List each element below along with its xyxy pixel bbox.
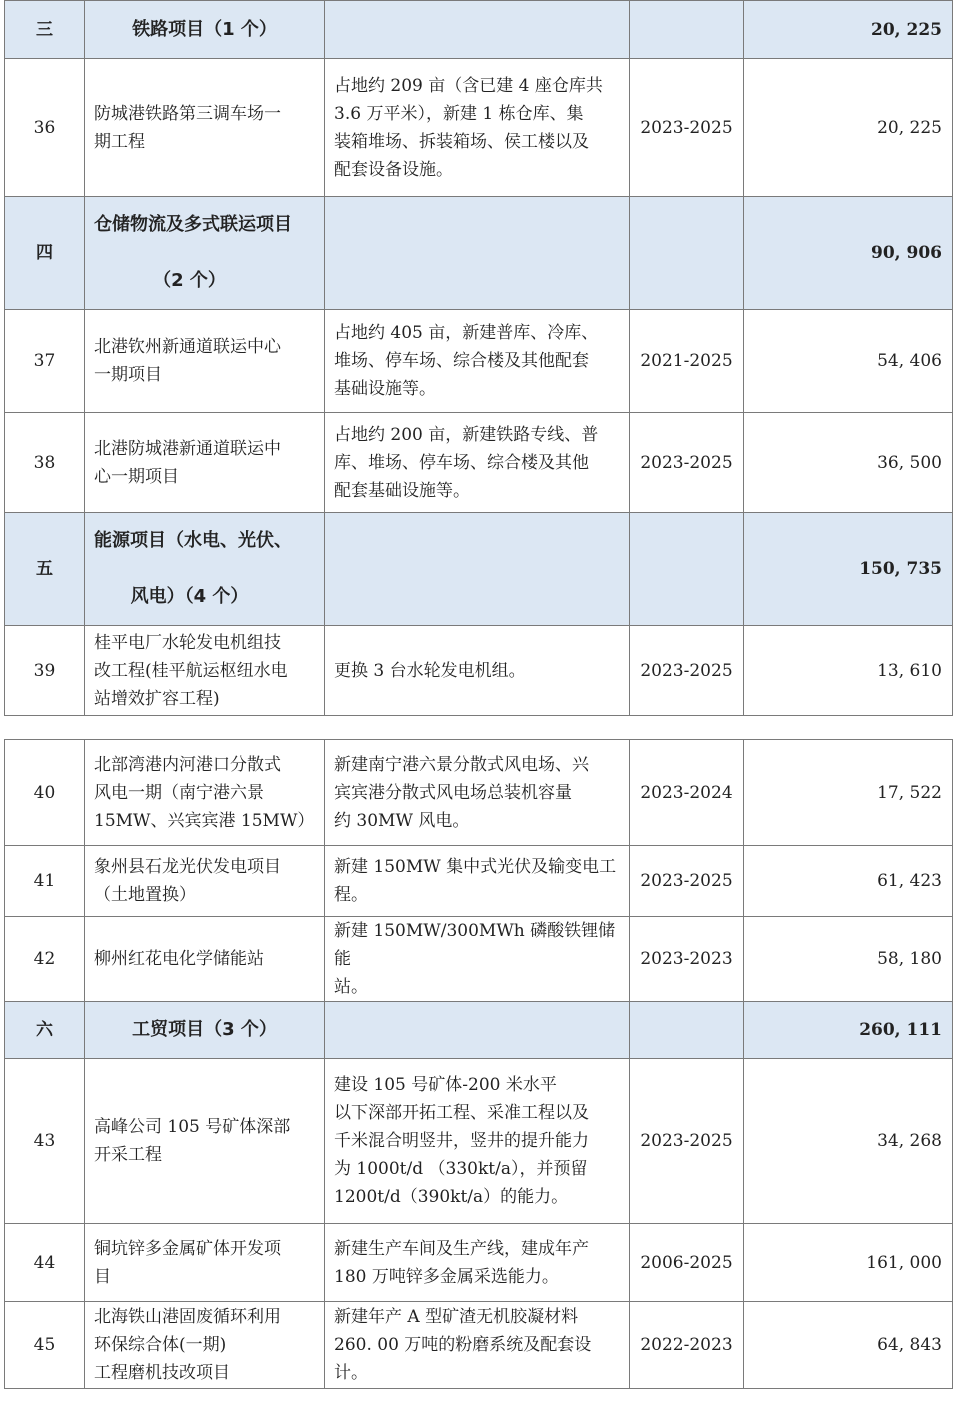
project-name-line: 开采工程	[94, 1145, 162, 1165]
project-name	[85, 917, 325, 1002]
project-name-line: 环保综合体(一期)	[94, 1335, 227, 1355]
table-row	[5, 1302, 953, 1389]
project-years: 2023-2025	[630, 59, 744, 197]
project-description-line: 计。	[334, 1363, 368, 1383]
project-description-line: 基础设施等。	[334, 379, 436, 399]
project-description	[325, 1224, 630, 1302]
row-index: 45	[5, 1302, 85, 1389]
project-name	[85, 413, 325, 513]
category-amount: 150, 735	[744, 513, 953, 626]
category-row	[5, 1002, 953, 1059]
category-name-line: 工贸项目（3 个）	[132, 1019, 277, 1040]
row-index: 43	[5, 1059, 85, 1224]
project-amount: 61, 423	[744, 846, 953, 917]
project-amount: 36, 500	[744, 413, 953, 513]
project-name-line: 北港防城港新通道联运中	[94, 438, 281, 459]
category-name-line: （2 个）	[153, 270, 226, 291]
project-table-top	[4, 0, 953, 716]
project-description	[325, 626, 630, 716]
project-description-line: 新建 150MW/300MWh 磷酸铁锂储能	[334, 921, 616, 969]
table-row	[5, 413, 953, 513]
project-name-line: 北港钦州新通道联运中心	[94, 337, 281, 357]
category-index: 六	[5, 1002, 85, 1059]
project-description	[325, 846, 630, 917]
project-years: 2021-2025	[630, 310, 744, 413]
project-description-line: 装箱堆场、拆装箱场、侯工楼以及	[334, 131, 589, 152]
row-index: 36	[5, 59, 85, 197]
project-years: 2023-2025	[630, 1059, 744, 1224]
project-description-line: 新建生产车间及生产线，建成年产	[334, 1238, 589, 1259]
category-amount: 90, 906	[744, 197, 953, 310]
project-description	[325, 1059, 630, 1224]
project-name-line: 高峰公司 105 号矿体深部	[94, 1117, 291, 1137]
project-amount: 64, 843	[744, 1302, 953, 1389]
project-description-line: 程。	[334, 885, 368, 905]
category-index: 五	[5, 513, 85, 626]
category-name	[85, 1002, 325, 1059]
category-row	[5, 513, 953, 626]
project-amount: 17, 522	[744, 740, 953, 846]
project-description	[325, 59, 630, 197]
row-index: 44	[5, 1224, 85, 1302]
project-description-line: 堆场、停车场、综合楼及其他配套	[334, 351, 589, 371]
empty-cell	[325, 513, 630, 626]
category-name-line: 能源项目（水电、光伏、	[94, 530, 292, 551]
empty-cell	[325, 1002, 630, 1059]
project-name-line: 目	[94, 1266, 111, 1287]
table-row	[5, 917, 953, 1002]
project-description-line: 占地约 200 亩，新建铁路专线、普	[334, 424, 599, 445]
project-description-line: 配套基础设施等。	[334, 480, 470, 501]
project-name-line: 心一期项目	[94, 466, 179, 487]
table-row	[5, 1224, 953, 1302]
project-amount: 58, 180	[744, 917, 953, 1002]
project-description-line: 库、堆场、停车场、综合楼及其他	[334, 452, 589, 473]
category-name	[85, 1, 325, 59]
project-description-line: 新建年产 A 型矿渣无机胶凝材料	[334, 1307, 579, 1327]
project-name	[85, 1302, 325, 1389]
project-description-line: 新建 150MW 集中式光伏及输变电工	[334, 857, 617, 877]
project-name-line: 改工程(桂平航运枢纽水电	[94, 660, 288, 681]
project-description	[325, 413, 630, 513]
project-description-line: 约 30MW 风电。	[334, 810, 470, 831]
project-amount: 20, 225	[744, 59, 953, 197]
project-name-line: 站增效扩容工程)	[94, 688, 220, 709]
project-name-line: 北海铁山港固废循环利用	[94, 1307, 281, 1327]
table-row	[5, 310, 953, 413]
category-row	[5, 197, 953, 310]
project-description-line: 宾宾港分散式风电场总装机容量	[334, 782, 572, 803]
empty-cell	[630, 1, 744, 59]
project-amount: 161, 000	[744, 1224, 953, 1302]
project-years: 2022-2023	[630, 1302, 744, 1389]
project-description-line: 为 1000t/d （330kt/a），并预留	[334, 1159, 588, 1179]
table-row	[5, 846, 953, 917]
empty-cell	[630, 513, 744, 626]
project-amount: 34, 268	[744, 1059, 953, 1224]
row-index: 39	[5, 626, 85, 716]
table-row	[5, 1059, 953, 1224]
category-amount: 20, 225	[744, 1, 953, 59]
project-description-line: 千米混合明竖井，竖井的提升能力	[334, 1131, 589, 1151]
project-description-line: 建设 105 号矿体-200 米水平	[334, 1075, 557, 1095]
project-description-line: 1200t/d（390kt/a）的能力。	[334, 1187, 569, 1207]
project-name-line: （土地置换）	[94, 885, 196, 905]
project-table-bottom	[4, 739, 953, 1389]
project-name-line: 柳州红花电化学储能站	[94, 949, 264, 969]
empty-cell	[325, 1, 630, 59]
row-index: 42	[5, 917, 85, 1002]
row-index: 41	[5, 846, 85, 917]
row-index: 37	[5, 310, 85, 413]
project-description-line: 配套设备设施。	[334, 159, 453, 180]
row-index: 38	[5, 413, 85, 513]
project-name-line: 15MW、兴宾宾港 15MW）	[94, 810, 315, 831]
project-amount: 54, 406	[744, 310, 953, 413]
project-description-line: 3.6 万平米），新建 1 栋仓库、集	[334, 103, 584, 124]
project-description-line: 260. 00 万吨的粉磨系统及配套设	[334, 1335, 592, 1355]
empty-cell	[325, 197, 630, 310]
row-index: 40	[5, 740, 85, 846]
project-name-line: 风电一期（南宁港六景	[94, 782, 264, 803]
project-name-line: 北部湾港内河港口分散式	[94, 754, 281, 775]
category-name-line: 风电）（4 个）	[130, 586, 249, 607]
category-name	[85, 513, 325, 626]
project-years: 2023-2025	[630, 413, 744, 513]
project-description	[325, 1302, 630, 1389]
category-name-line: 铁路项目（1 个）	[132, 18, 277, 40]
project-years: 2023-2025	[630, 626, 744, 716]
project-amount: 13, 610	[744, 626, 953, 716]
project-years: 2006-2025	[630, 1224, 744, 1302]
category-row	[5, 1, 953, 59]
project-name	[85, 1224, 325, 1302]
project-description	[325, 310, 630, 413]
project-description-line: 更换 3 台水轮发电机组。	[334, 660, 526, 681]
table-row	[5, 626, 953, 716]
empty-cell	[630, 1002, 744, 1059]
project-description	[325, 917, 630, 1002]
category-name-line: 仓储物流及多式联运项目	[94, 214, 292, 235]
project-description-line: 占地约 405 亩，新建普库、冷库、	[334, 323, 599, 343]
project-name	[85, 59, 325, 197]
project-name-line: 桂平电厂水轮发电机组技	[94, 632, 281, 653]
project-name	[85, 740, 325, 846]
project-description-line: 新建南宁港六景分散式风电场、兴	[334, 754, 589, 775]
project-description-line: 以下深部开拓工程、采准工程以及	[334, 1103, 589, 1123]
table-row	[5, 740, 953, 846]
project-name-line: 防城港铁路第三调车场一	[94, 103, 281, 124]
project-name-line: 象州县石龙光伏发电项目	[94, 857, 281, 877]
project-name	[85, 310, 325, 413]
category-index: 三	[5, 1, 85, 59]
project-name	[85, 846, 325, 917]
project-description-line: 占地约 209 亩（含已建 4 座仓库共	[334, 75, 603, 96]
project-name	[85, 1059, 325, 1224]
project-name-line: 铜坑锌多金属矿体开发项	[94, 1238, 281, 1259]
project-description	[325, 740, 630, 846]
project-years: 2023-2024	[630, 740, 744, 846]
category-amount: 260, 111	[744, 1002, 953, 1059]
project-description-line: 站。	[334, 977, 368, 997]
category-index: 四	[5, 197, 85, 310]
project-years: 2023-2025	[630, 846, 744, 917]
project-name	[85, 626, 325, 716]
project-description-line: 180 万吨锌多金属采选能力。	[334, 1266, 559, 1287]
project-years: 2023-2023	[630, 917, 744, 1002]
empty-cell	[630, 197, 744, 310]
project-name-line: 一期项目	[94, 365, 162, 385]
table-row	[5, 59, 953, 197]
project-name-line: 工程磨机技改项目	[94, 1363, 230, 1383]
category-name	[85, 197, 325, 310]
project-name-line: 期工程	[94, 131, 145, 152]
